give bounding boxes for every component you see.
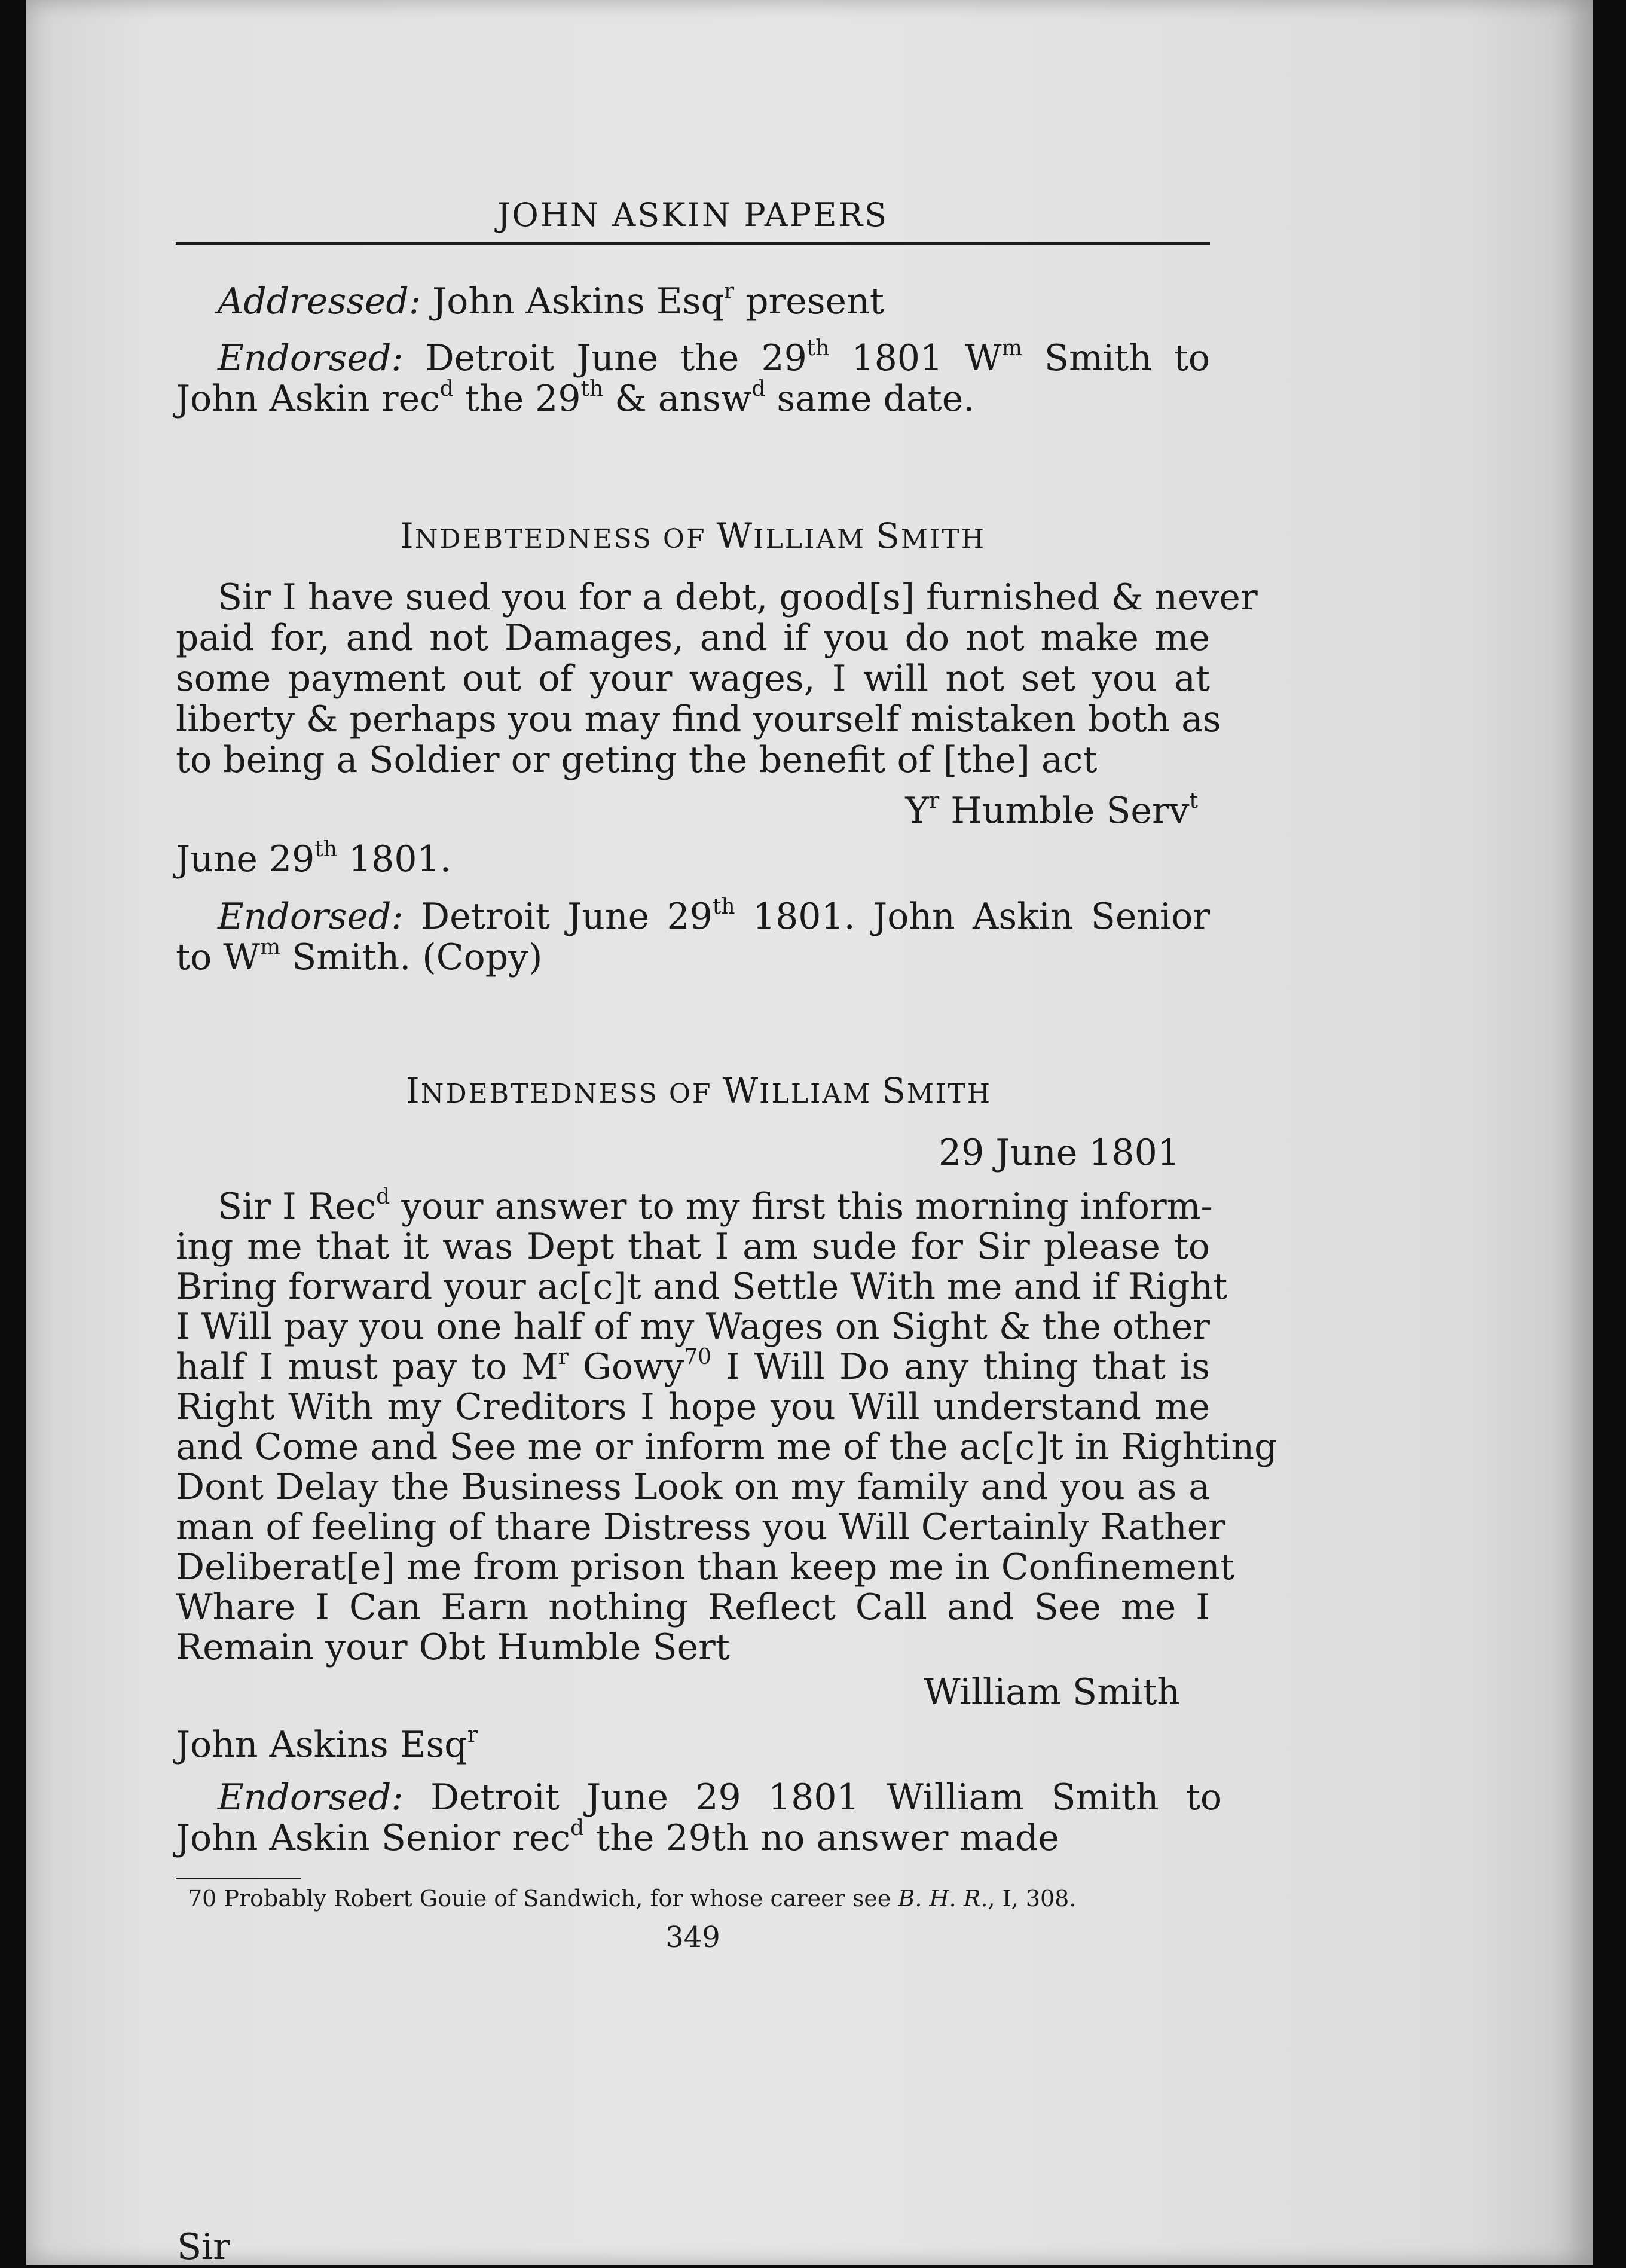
letter-1-line: some payment out of your wages, I will not set you at <box>176 658 1210 700</box>
text-span: June 29 <box>176 838 315 880</box>
text-span: I Will Do any thing that is <box>711 1346 1211 1388</box>
letter-2-line: Dont Delay the Business Look on my family and you as a <box>176 1466 1210 1508</box>
superscript: th <box>712 894 735 919</box>
superscript: th <box>806 335 830 361</box>
addressed-line <box>176 281 1210 322</box>
letter-1-line: to being a Soldier or geting the benefit of [the] act <box>176 739 1098 781</box>
letter-2-dateline: 29 June 1801 <box>938 1132 1180 1174</box>
text-span: John Askin rec <box>176 378 440 420</box>
title-cap: I <box>405 1070 421 1111</box>
text-span: half I must pay to M <box>176 1346 558 1388</box>
addressed-tail: present <box>734 280 884 322</box>
footnote-rule <box>176 1878 301 1879</box>
letter-1-line: Sir I have sued you for a debt, good[s] furnished & never <box>218 576 1258 618</box>
text-span: John Askin Senior rec <box>176 1817 571 1859</box>
text-span: Y <box>905 790 929 832</box>
text-span: Detroit June 29 <box>421 896 713 938</box>
letter-2-line: man of feeling of thare Distress you Will Certainly Rather <box>176 1506 1225 1548</box>
next-page-fragment: Sir <box>177 2226 230 2268</box>
text-span: John Askins Esq <box>176 1724 467 1766</box>
text-span: Sir I Rec <box>218 1186 377 1228</box>
superscript: r <box>929 788 940 813</box>
text-span: to W <box>176 936 260 978</box>
letter-1-closing <box>176 790 1210 831</box>
text-span: Gowy <box>568 1346 684 1388</box>
text-span: Detroit June the 29 <box>425 337 807 379</box>
footnote-text: , I, 308. <box>988 1885 1077 1912</box>
text-span: the 29th no answer made <box>584 1817 1059 1859</box>
footnote-text: 70 Probably Robert Gouie of Sandwich, for whose career see <box>188 1885 898 1912</box>
letter-2-endorsed-1 <box>176 1777 1222 1818</box>
title-cap: W <box>716 515 754 556</box>
superscript: r <box>723 279 735 304</box>
section-1-title <box>176 515 1210 560</box>
letter-2-line <box>176 1184 1213 1228</box>
text-span: 1801 W <box>829 337 1002 379</box>
text-span: & answ <box>603 378 752 420</box>
letter-2-line: Deliberat[e] me from prison than keep me in Confinement <box>176 1546 1234 1588</box>
title-small: ILLIAM <box>759 1079 882 1109</box>
letter-2-line: Right With my Creditors I hope you Will understand me <box>176 1386 1210 1428</box>
letter-2-line: I Will pay you one half of my Wages on Sight & the other <box>176 1306 1210 1348</box>
superscript: d <box>751 376 766 401</box>
title-cap: S <box>882 1070 907 1111</box>
addressed-text: John Askins Esq <box>432 280 724 322</box>
title-small: NDEBTEDNESS OF <box>420 1079 723 1109</box>
endorsed-label: Endorsed: <box>218 337 404 379</box>
endorsed-line-2 <box>176 378 1210 419</box>
title-cap: S <box>876 515 901 556</box>
superscript: d <box>376 1184 390 1209</box>
letter-2-line: ing me that it was Dept that I am sude for Sir please to <box>176 1226 1210 1268</box>
superscript: d <box>570 1815 585 1840</box>
section-2-title <box>176 1070 1210 1115</box>
letter-2-line: Bring forward your ac[c]t and Settle With me and if Right <box>176 1266 1228 1308</box>
superscript: th <box>314 837 337 862</box>
title-small: MITH <box>900 524 986 554</box>
text-span: Smith to <box>1022 337 1210 379</box>
title-cap: W <box>722 1070 760 1111</box>
letter-2-line: and Come and See me or inform me of the ac[c]t in Righting <box>176 1426 1277 1468</box>
page-number: 349 <box>665 1921 720 1954</box>
endorsed-line-1 <box>176 335 1210 379</box>
running-head: JOHN ASKIN PAPERS <box>497 196 889 234</box>
superscript: r <box>467 1722 478 1747</box>
text-span: Smith. (Copy) <box>280 936 543 978</box>
superscript: t <box>1189 788 1198 813</box>
text-span: Humble Serv <box>939 790 1190 832</box>
title-small: NDEBTEDNESS OF <box>414 524 717 554</box>
footnote-marker: 70 <box>684 1344 712 1369</box>
letter-1-line: liberty & perhaps you may find yourself mistaken both as <box>176 698 1221 740</box>
superscript: m <box>1001 335 1022 361</box>
endorsed-label: Endorsed: <box>218 896 404 938</box>
footnote-citation: B. H. R. <box>898 1885 988 1912</box>
text-span: the 29 <box>453 378 581 420</box>
superscript: r <box>558 1344 569 1369</box>
text-span: your answer to my first this morning inform- <box>390 1186 1213 1228</box>
letter-1-line: paid for, and not Damages, and if you do not make me <box>176 617 1210 659</box>
letter-2-line <box>176 1344 1211 1388</box>
title-small: MITH <box>906 1079 992 1109</box>
letter-1-date <box>176 839 1210 880</box>
superscript: th <box>580 376 604 401</box>
text-span: 1801. <box>337 838 451 880</box>
title-cap: I <box>399 515 415 556</box>
letter-1-endorsed-1 <box>176 896 1210 937</box>
header-rule <box>176 242 1210 245</box>
footnote-70 <box>188 1884 1210 1913</box>
addressed-label: Addressed: <box>218 280 421 322</box>
letter-2-line: Remain your Obt Humble Sert <box>176 1626 730 1668</box>
superscript: d <box>439 376 454 401</box>
book-page <box>26 0 1593 2268</box>
text-span: 1801. John Askin Senior <box>735 896 1211 938</box>
title-small: ILLIAM <box>753 524 876 554</box>
endorsed-label: Endorsed: <box>218 1776 404 1818</box>
letter-1-endorsed-2 <box>176 937 1210 978</box>
text-span: same date. <box>765 378 975 420</box>
letter-2-endorsed-2 <box>176 1815 1210 1859</box>
letter-2-signature: William Smith <box>923 1671 1180 1713</box>
letter-2-addressee <box>176 1724 1210 1765</box>
text-span: Detroit June 29 1801 William Smith to <box>430 1776 1222 1818</box>
superscript: m <box>259 935 281 960</box>
letter-2-line: Whare I Can Earn nothing Reflect Call and See me I <box>176 1586 1210 1628</box>
